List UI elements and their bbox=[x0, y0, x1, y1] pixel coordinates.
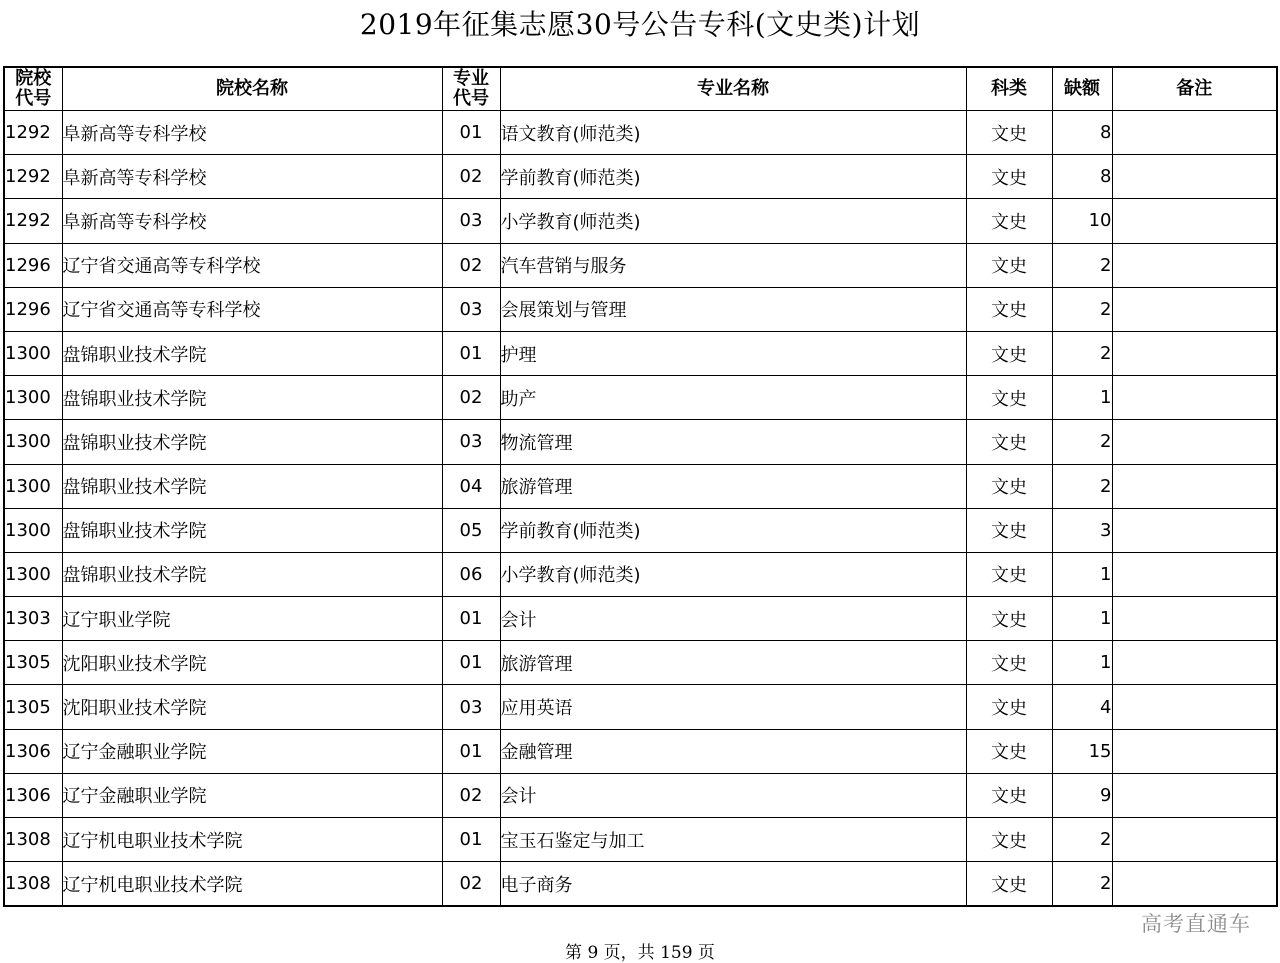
table-row bbox=[4, 155, 1277, 199]
cell-remarks bbox=[1112, 376, 1277, 420]
cell-school-code: 1296 bbox=[4, 243, 62, 287]
cell-school-code: 1308 bbox=[4, 862, 62, 907]
table-row bbox=[4, 199, 1277, 243]
cell-major-code: 03 bbox=[442, 287, 500, 331]
cell-major-code: 02 bbox=[442, 243, 500, 287]
cell-remarks bbox=[1112, 243, 1277, 287]
cell-major-code: 02 bbox=[442, 376, 500, 420]
cell-major-name: 旅游管理 bbox=[500, 464, 966, 508]
cell-school-name: 沈阳职业技术学院 bbox=[62, 685, 442, 729]
table-row bbox=[4, 111, 1277, 155]
cell-major-code: 01 bbox=[442, 818, 500, 862]
cell-major-name: 电子商务 bbox=[500, 862, 966, 907]
cell-school-code: 1306 bbox=[4, 729, 62, 773]
table-row bbox=[4, 641, 1277, 685]
page-title: 2019年征集志愿30号公告专科(文史类)计划 bbox=[359, 8, 921, 41]
cell-vacancies: 1 bbox=[1052, 552, 1112, 596]
header-category: 科类 bbox=[966, 67, 1052, 111]
watermark: 高考直通车 bbox=[1141, 912, 1251, 936]
cell-remarks bbox=[1112, 641, 1277, 685]
table-row bbox=[4, 552, 1277, 596]
cell-major-code: 04 bbox=[442, 464, 500, 508]
cell-school-code: 1305 bbox=[4, 685, 62, 729]
cell-school-code: 1306 bbox=[4, 773, 62, 817]
cell-school-name: 盘锦职业技术学院 bbox=[62, 464, 442, 508]
cell-vacancies: 3 bbox=[1052, 508, 1112, 552]
cell-major-name: 语文教育(师范类) bbox=[500, 111, 966, 155]
cell-school-code: 1292 bbox=[4, 155, 62, 199]
cell-category: 文史 bbox=[966, 331, 1052, 375]
plan-table bbox=[3, 66, 1278, 907]
cell-vacancies: 9 bbox=[1052, 773, 1112, 817]
cell-major-code: 03 bbox=[442, 420, 500, 464]
cell-school-name: 阜新高等专科学校 bbox=[62, 155, 442, 199]
cell-major-code: 01 bbox=[442, 729, 500, 773]
cell-remarks bbox=[1112, 818, 1277, 862]
cell-major-name: 宝玉石鉴定与加工 bbox=[500, 818, 966, 862]
cell-major-code: 02 bbox=[442, 862, 500, 907]
cell-major-name: 学前教育(师范类) bbox=[500, 155, 966, 199]
cell-vacancies: 10 bbox=[1052, 199, 1112, 243]
cell-category: 文史 bbox=[966, 155, 1052, 199]
cell-major-name: 小学教育(师范类) bbox=[500, 199, 966, 243]
cell-remarks bbox=[1112, 685, 1277, 729]
header-row bbox=[4, 67, 1277, 111]
cell-remarks bbox=[1112, 199, 1277, 243]
table-row bbox=[4, 420, 1277, 464]
cell-vacancies: 1 bbox=[1052, 641, 1112, 685]
cell-school-name: 辽宁机电职业技术学院 bbox=[62, 862, 442, 907]
page-footer: 第 9 页，共 159 页 bbox=[565, 943, 715, 963]
cell-school-code: 1292 bbox=[4, 111, 62, 155]
cell-remarks bbox=[1112, 287, 1277, 331]
cell-remarks bbox=[1112, 508, 1277, 552]
cell-major-code: 01 bbox=[442, 641, 500, 685]
table-row bbox=[4, 464, 1277, 508]
table-row bbox=[4, 729, 1277, 773]
cell-category: 文史 bbox=[966, 376, 1052, 420]
cell-school-name: 沈阳职业技术学院 bbox=[62, 641, 442, 685]
cell-major-code: 02 bbox=[442, 155, 500, 199]
cell-school-name: 阜新高等专科学校 bbox=[62, 199, 442, 243]
cell-major-name: 助产 bbox=[500, 376, 966, 420]
cell-school-code: 1300 bbox=[4, 376, 62, 420]
cell-school-code: 1300 bbox=[4, 464, 62, 508]
cell-category: 文史 bbox=[966, 552, 1052, 596]
cell-category: 文史 bbox=[966, 729, 1052, 773]
cell-vacancies: 2 bbox=[1052, 818, 1112, 862]
cell-school-name: 盘锦职业技术学院 bbox=[62, 552, 442, 596]
cell-school-name: 辽宁省交通高等专科学校 bbox=[62, 287, 442, 331]
cell-school-name: 盘锦职业技术学院 bbox=[62, 420, 442, 464]
table-row bbox=[4, 685, 1277, 729]
cell-major-name: 会计 bbox=[500, 773, 966, 817]
cell-category: 文史 bbox=[966, 597, 1052, 641]
cell-school-name: 辽宁金融职业学院 bbox=[62, 773, 442, 817]
cell-major-name: 护理 bbox=[500, 331, 966, 375]
table-row bbox=[4, 773, 1277, 817]
header-remarks: 备注 bbox=[1112, 67, 1277, 111]
cell-school-name: 阜新高等专科学校 bbox=[62, 111, 442, 155]
cell-school-code: 1308 bbox=[4, 818, 62, 862]
cell-school-code: 1300 bbox=[4, 552, 62, 596]
cell-vacancies: 4 bbox=[1052, 685, 1112, 729]
table-row bbox=[4, 331, 1277, 375]
cell-major-name: 物流管理 bbox=[500, 420, 966, 464]
cell-category: 文史 bbox=[966, 464, 1052, 508]
table-row bbox=[4, 243, 1277, 287]
cell-school-name: 盘锦职业技术学院 bbox=[62, 331, 442, 375]
cell-vacancies: 8 bbox=[1052, 111, 1112, 155]
cell-remarks bbox=[1112, 420, 1277, 464]
cell-school-name: 辽宁机电职业技术学院 bbox=[62, 818, 442, 862]
cell-category: 文史 bbox=[966, 243, 1052, 287]
cell-vacancies: 2 bbox=[1052, 243, 1112, 287]
cell-vacancies: 2 bbox=[1052, 862, 1112, 907]
cell-category: 文史 bbox=[966, 287, 1052, 331]
cell-remarks bbox=[1112, 464, 1277, 508]
cell-major-code: 01 bbox=[442, 331, 500, 375]
cell-category: 文史 bbox=[966, 199, 1052, 243]
cell-category: 文史 bbox=[966, 818, 1052, 862]
cell-remarks bbox=[1112, 729, 1277, 773]
cell-category: 文史 bbox=[966, 420, 1052, 464]
cell-school-code: 1303 bbox=[4, 597, 62, 641]
cell-remarks bbox=[1112, 773, 1277, 817]
cell-remarks bbox=[1112, 862, 1277, 907]
header-major-code: 专业 代号 bbox=[442, 67, 500, 111]
cell-major-code: 05 bbox=[442, 508, 500, 552]
cell-major-code: 01 bbox=[442, 597, 500, 641]
cell-category: 文史 bbox=[966, 773, 1052, 817]
cell-category: 文史 bbox=[966, 862, 1052, 907]
cell-vacancies: 1 bbox=[1052, 376, 1112, 420]
cell-remarks bbox=[1112, 331, 1277, 375]
cell-school-name: 辽宁金融职业学院 bbox=[62, 729, 442, 773]
table-row bbox=[4, 597, 1277, 641]
table-row bbox=[4, 818, 1277, 862]
cell-school-name: 辽宁省交通高等专科学校 bbox=[62, 243, 442, 287]
cell-school-name: 辽宁职业学院 bbox=[62, 597, 442, 641]
cell-school-code: 1296 bbox=[4, 287, 62, 331]
cell-remarks bbox=[1112, 552, 1277, 596]
cell-vacancies: 2 bbox=[1052, 464, 1112, 508]
cell-remarks bbox=[1112, 155, 1277, 199]
cell-category: 文史 bbox=[966, 641, 1052, 685]
cell-major-code: 03 bbox=[442, 685, 500, 729]
cell-remarks bbox=[1112, 111, 1277, 155]
cell-major-code: 01 bbox=[442, 111, 500, 155]
cell-vacancies: 2 bbox=[1052, 287, 1112, 331]
table-row bbox=[4, 287, 1277, 331]
cell-major-code: 02 bbox=[442, 773, 500, 817]
cell-category: 文史 bbox=[966, 685, 1052, 729]
cell-category: 文史 bbox=[966, 111, 1052, 155]
table-row bbox=[4, 508, 1277, 552]
cell-school-code: 1300 bbox=[4, 331, 62, 375]
cell-vacancies: 1 bbox=[1052, 597, 1112, 641]
cell-category: 文史 bbox=[966, 508, 1052, 552]
cell-vacancies: 15 bbox=[1052, 729, 1112, 773]
cell-major-name: 学前教育(师范类) bbox=[500, 508, 966, 552]
header-school-name: 院校名称 bbox=[62, 67, 442, 111]
header-major-name: 专业名称 bbox=[500, 67, 966, 111]
cell-major-code: 03 bbox=[442, 199, 500, 243]
cell-vacancies: 2 bbox=[1052, 331, 1112, 375]
header-vacancies: 缺额 bbox=[1052, 67, 1112, 111]
cell-school-name: 盘锦职业技术学院 bbox=[62, 508, 442, 552]
cell-school-code: 1305 bbox=[4, 641, 62, 685]
cell-major-name: 会展策划与管理 bbox=[500, 287, 966, 331]
cell-major-name: 金融管理 bbox=[500, 729, 966, 773]
cell-major-name: 旅游管理 bbox=[500, 641, 966, 685]
cell-remarks bbox=[1112, 597, 1277, 641]
cell-vacancies: 2 bbox=[1052, 420, 1112, 464]
table-row bbox=[4, 862, 1277, 907]
header-school-code: 院校 代号 bbox=[4, 67, 62, 111]
cell-major-name: 汽车营销与服务 bbox=[500, 243, 966, 287]
cell-school-code: 1292 bbox=[4, 199, 62, 243]
cell-major-name: 会计 bbox=[500, 597, 966, 641]
cell-major-name: 应用英语 bbox=[500, 685, 966, 729]
cell-school-code: 1300 bbox=[4, 420, 62, 464]
cell-major-code: 06 bbox=[442, 552, 500, 596]
cell-school-name: 盘锦职业技术学院 bbox=[62, 376, 442, 420]
table-row bbox=[4, 376, 1277, 420]
cell-vacancies: 8 bbox=[1052, 155, 1112, 199]
cell-major-name: 小学教育(师范类) bbox=[500, 552, 966, 596]
cell-school-code: 1300 bbox=[4, 508, 62, 552]
plan-table-body bbox=[4, 111, 1277, 907]
